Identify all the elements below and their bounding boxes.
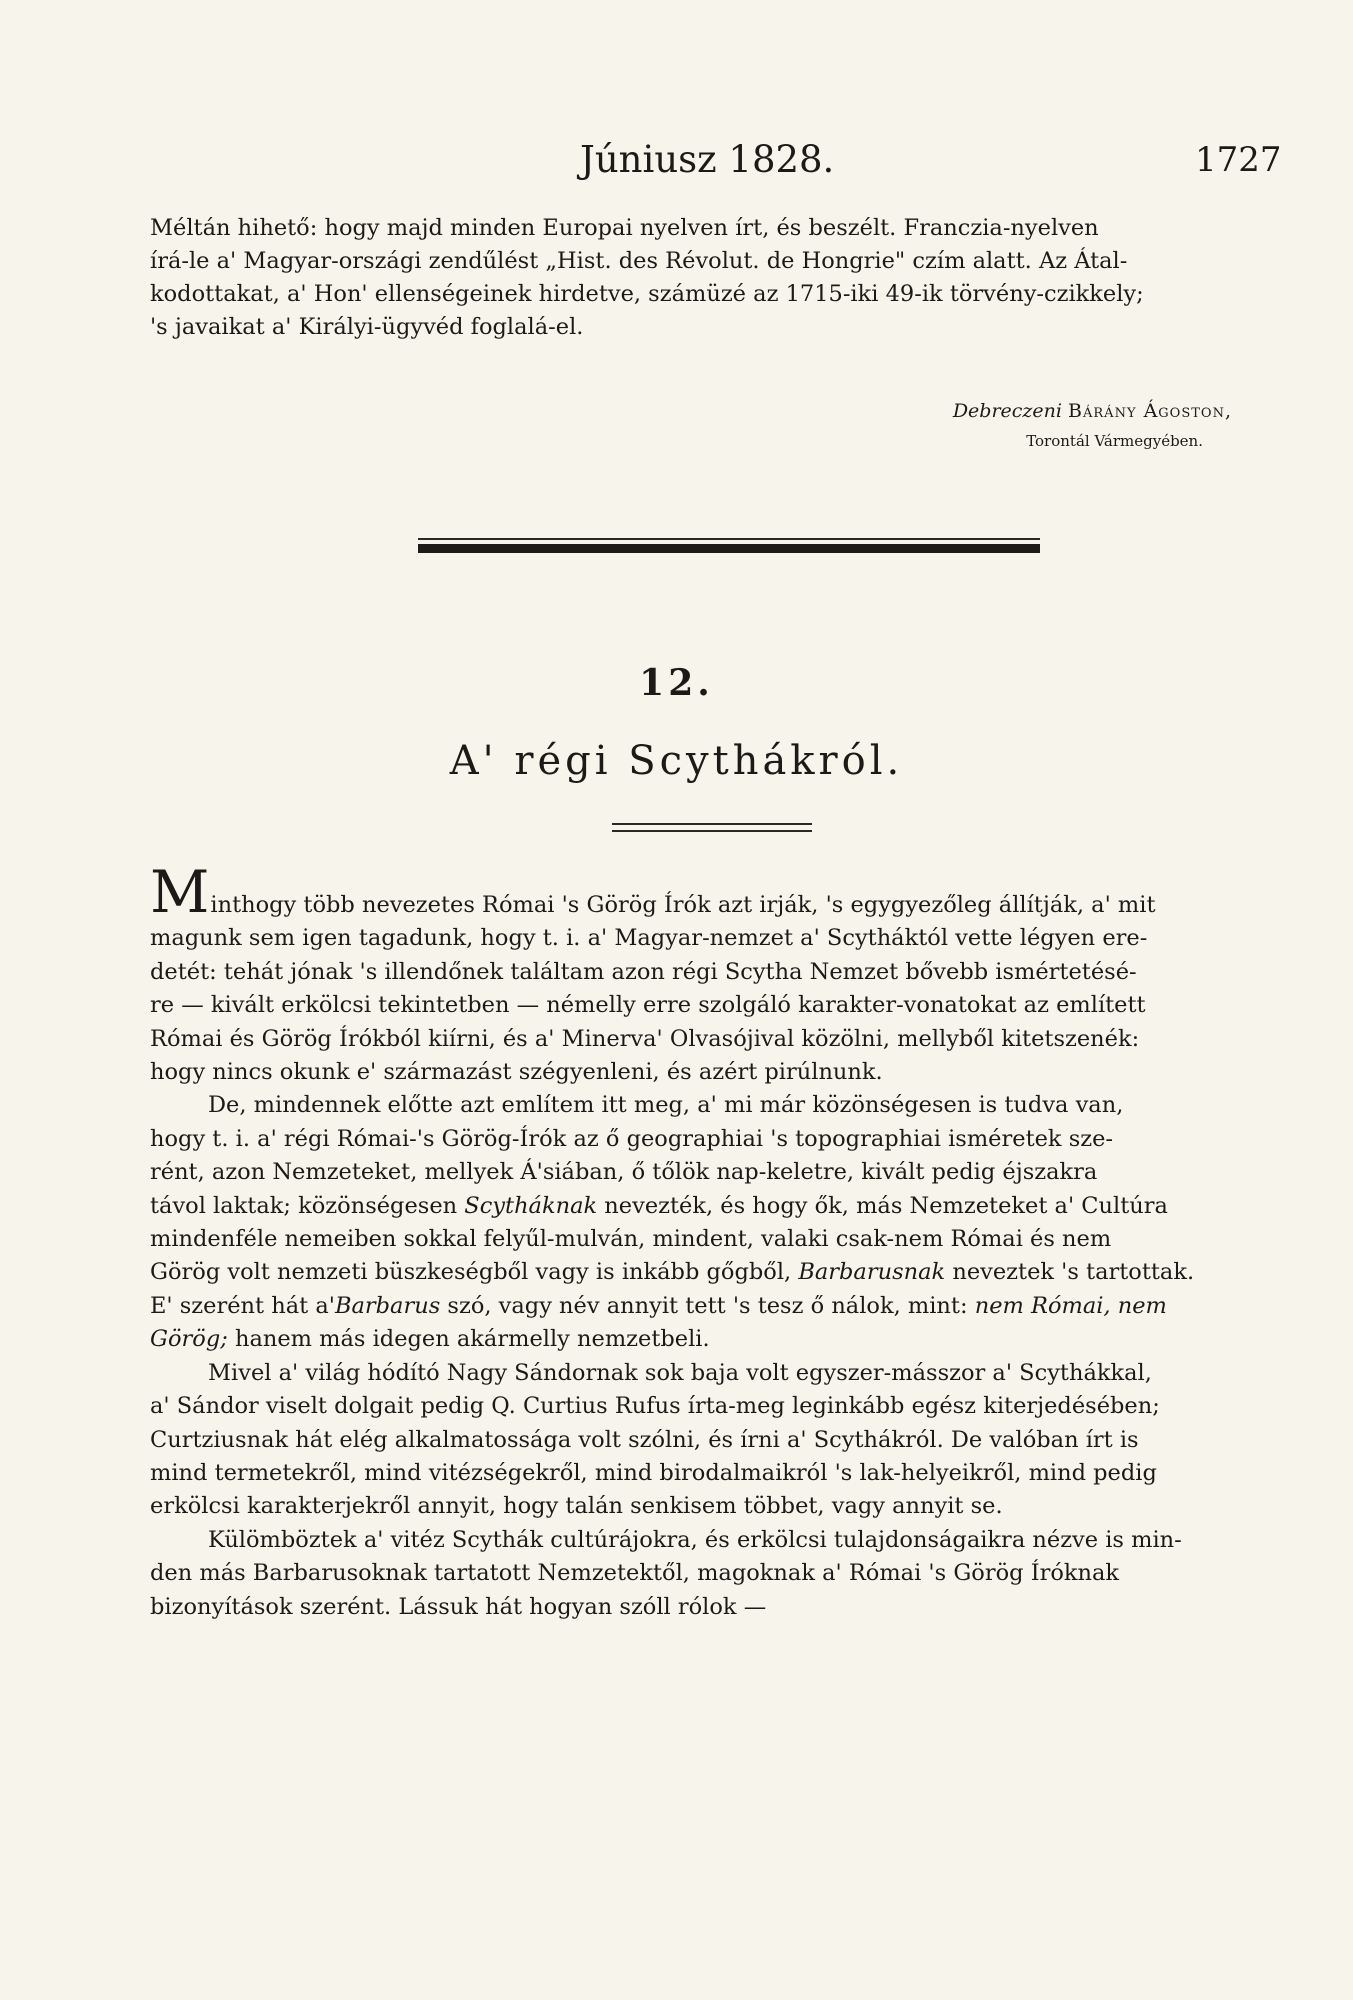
text-line: Mivel a' világ hódító Nagy Sándornak sok baja volt egyszer-másszor a' Scythákkal, bbox=[208, 1359, 1152, 1386]
text-line: a' Sándor viselt dolgait pedig Q. Curtius Rufus írta-meg leginkább egész kiterjedésében; bbox=[150, 1393, 1160, 1420]
paragraph-2 bbox=[150, 1089, 1290, 1356]
article-number: 12. bbox=[639, 662, 714, 704]
text-line: Római és Görög Írókból kiírni, és a' Minerva' Olvasójival közölni, mellyből kitetszenék: bbox=[150, 1025, 1140, 1052]
running-header bbox=[0, 138, 1353, 188]
text-line: Görög; hanem más idegen akármelly nemzetbeli. bbox=[150, 1326, 710, 1353]
text-line: 's javaikat a' Királyi-ügyvéd foglalá-el. bbox=[150, 314, 584, 340]
running-header-date: Júniusz 1828. bbox=[580, 138, 835, 181]
author-signature bbox=[953, 396, 1231, 456]
text-line: Méltán hihető: hogy majd minden Europai nyelven írt, és beszélt. Franczia-nyelven bbox=[150, 215, 1099, 241]
paragraph-4 bbox=[150, 1524, 1290, 1624]
text-line: írá-le a' Magyar-országi zendűlést „Hist. des Révolut. de Hongrie" czím alatt. Az Átal- bbox=[150, 248, 1128, 274]
title-underline bbox=[612, 823, 812, 825]
text-line: Minthogy több nevezetes Római 's Görög Írók azt irják, 's egygyezőleg állítják, a' mit bbox=[150, 858, 1156, 926]
text-line: E' szerént hát a'Barbarus szó, vagy név annyit tett 's tesz ő nálok, mint: nem Római, nem bbox=[150, 1292, 1167, 1319]
text-line: De, mindennek előtte azt említem itt meg, a' mi már közönségesen is tudva van, bbox=[208, 1092, 1124, 1119]
text-line: rént, azon Nemzeteket, mellyek Á'siában, ő tőlök nap-keletre, kivált pedig éjszakra bbox=[150, 1159, 1098, 1186]
drop-cap: M bbox=[150, 858, 210, 926]
text-line: hogy t. i. a' régi Római-'s Görög-Írók az ő geographiai 's topographiai isméretek sze- bbox=[150, 1125, 1114, 1152]
paragraph-1 bbox=[150, 858, 1290, 1089]
signature-place: Torontál Vármegyében. bbox=[1026, 432, 1203, 450]
text-line: Görög volt nemzeti büszkeségből vagy is inkább gőgből, Barbarusnak neveztek 's tartottak. bbox=[150, 1259, 1195, 1286]
previous-article-ending bbox=[150, 212, 1290, 344]
page-number: 1727 bbox=[1195, 140, 1282, 180]
text-line: erkölcsi karakterjekről annyit, hogy talán senkisem többet, vagy annyit se. bbox=[150, 1493, 1003, 1520]
article-body bbox=[150, 858, 1290, 1624]
text-line: Külömböztek a' vitéz Scythák cultúrájokra, és erkölcsi tulajdonságaikra nézve is min- bbox=[208, 1526, 1182, 1553]
text-line: Curtziusnak hát elég alkalmatossága volt szólni, és írni a' Scythákról. De valóban írt is bbox=[150, 1426, 1139, 1453]
section-divider-thin bbox=[418, 538, 1040, 540]
text-line: mindenféle nemeiben sokkal felyűl-mulván, mindent, valaki csak-nem Római és nem bbox=[150, 1226, 1112, 1253]
signature-prefix: Debreczeni bbox=[952, 400, 1062, 422]
text-line: re — kivált erkölcsi tekintetben — némelly erre szolgáló karakter-vonatokat az említett bbox=[150, 992, 1146, 1019]
text-line: den más Barbarusoknak tartatott Nemzetektől, magoknak a' Római 's Görög Íróknak bbox=[150, 1560, 1120, 1587]
text-line: magunk sem igen tagadunk, hogy t. i. a' Magyar-nemzet a' Scytháktól vette légyen ere- bbox=[150, 925, 1148, 952]
article-title: A' régi Scythákról. bbox=[449, 738, 904, 784]
signature-name: Bárány Ágoston bbox=[1068, 400, 1225, 422]
signature-suffix: , bbox=[1224, 400, 1231, 422]
text-line: hogy nincs okunk e' származást szégyenleni, és azért pirúlnunk. bbox=[150, 1059, 883, 1086]
text-line: távol laktak; közönségesen Scytháknak nevezték, és hogy ők, más Nemzeteket a' Cultúra bbox=[150, 1192, 1168, 1219]
text-line: bizonyítások szerént. Lássuk hát hogyan szóll rólok — bbox=[150, 1593, 767, 1620]
text-line: mind termetekről, mind vitézségekről, mind birodalmaikról 's lak-helyeikről, mind pedig bbox=[150, 1459, 1157, 1486]
text-line: kodottakat, a' Hon' ellenségeinek hirdetve, számüzé az 1715-iki 49-ik törvény-czikkely; bbox=[150, 281, 1144, 307]
section-divider bbox=[418, 544, 1040, 553]
text-line: detét: tehát jónak 's illendőnek találtam azon régi Scytha Nemzet bővebb ismértetésé- bbox=[150, 958, 1137, 985]
title-underline bbox=[612, 830, 812, 832]
paragraph-3 bbox=[150, 1357, 1290, 1524]
